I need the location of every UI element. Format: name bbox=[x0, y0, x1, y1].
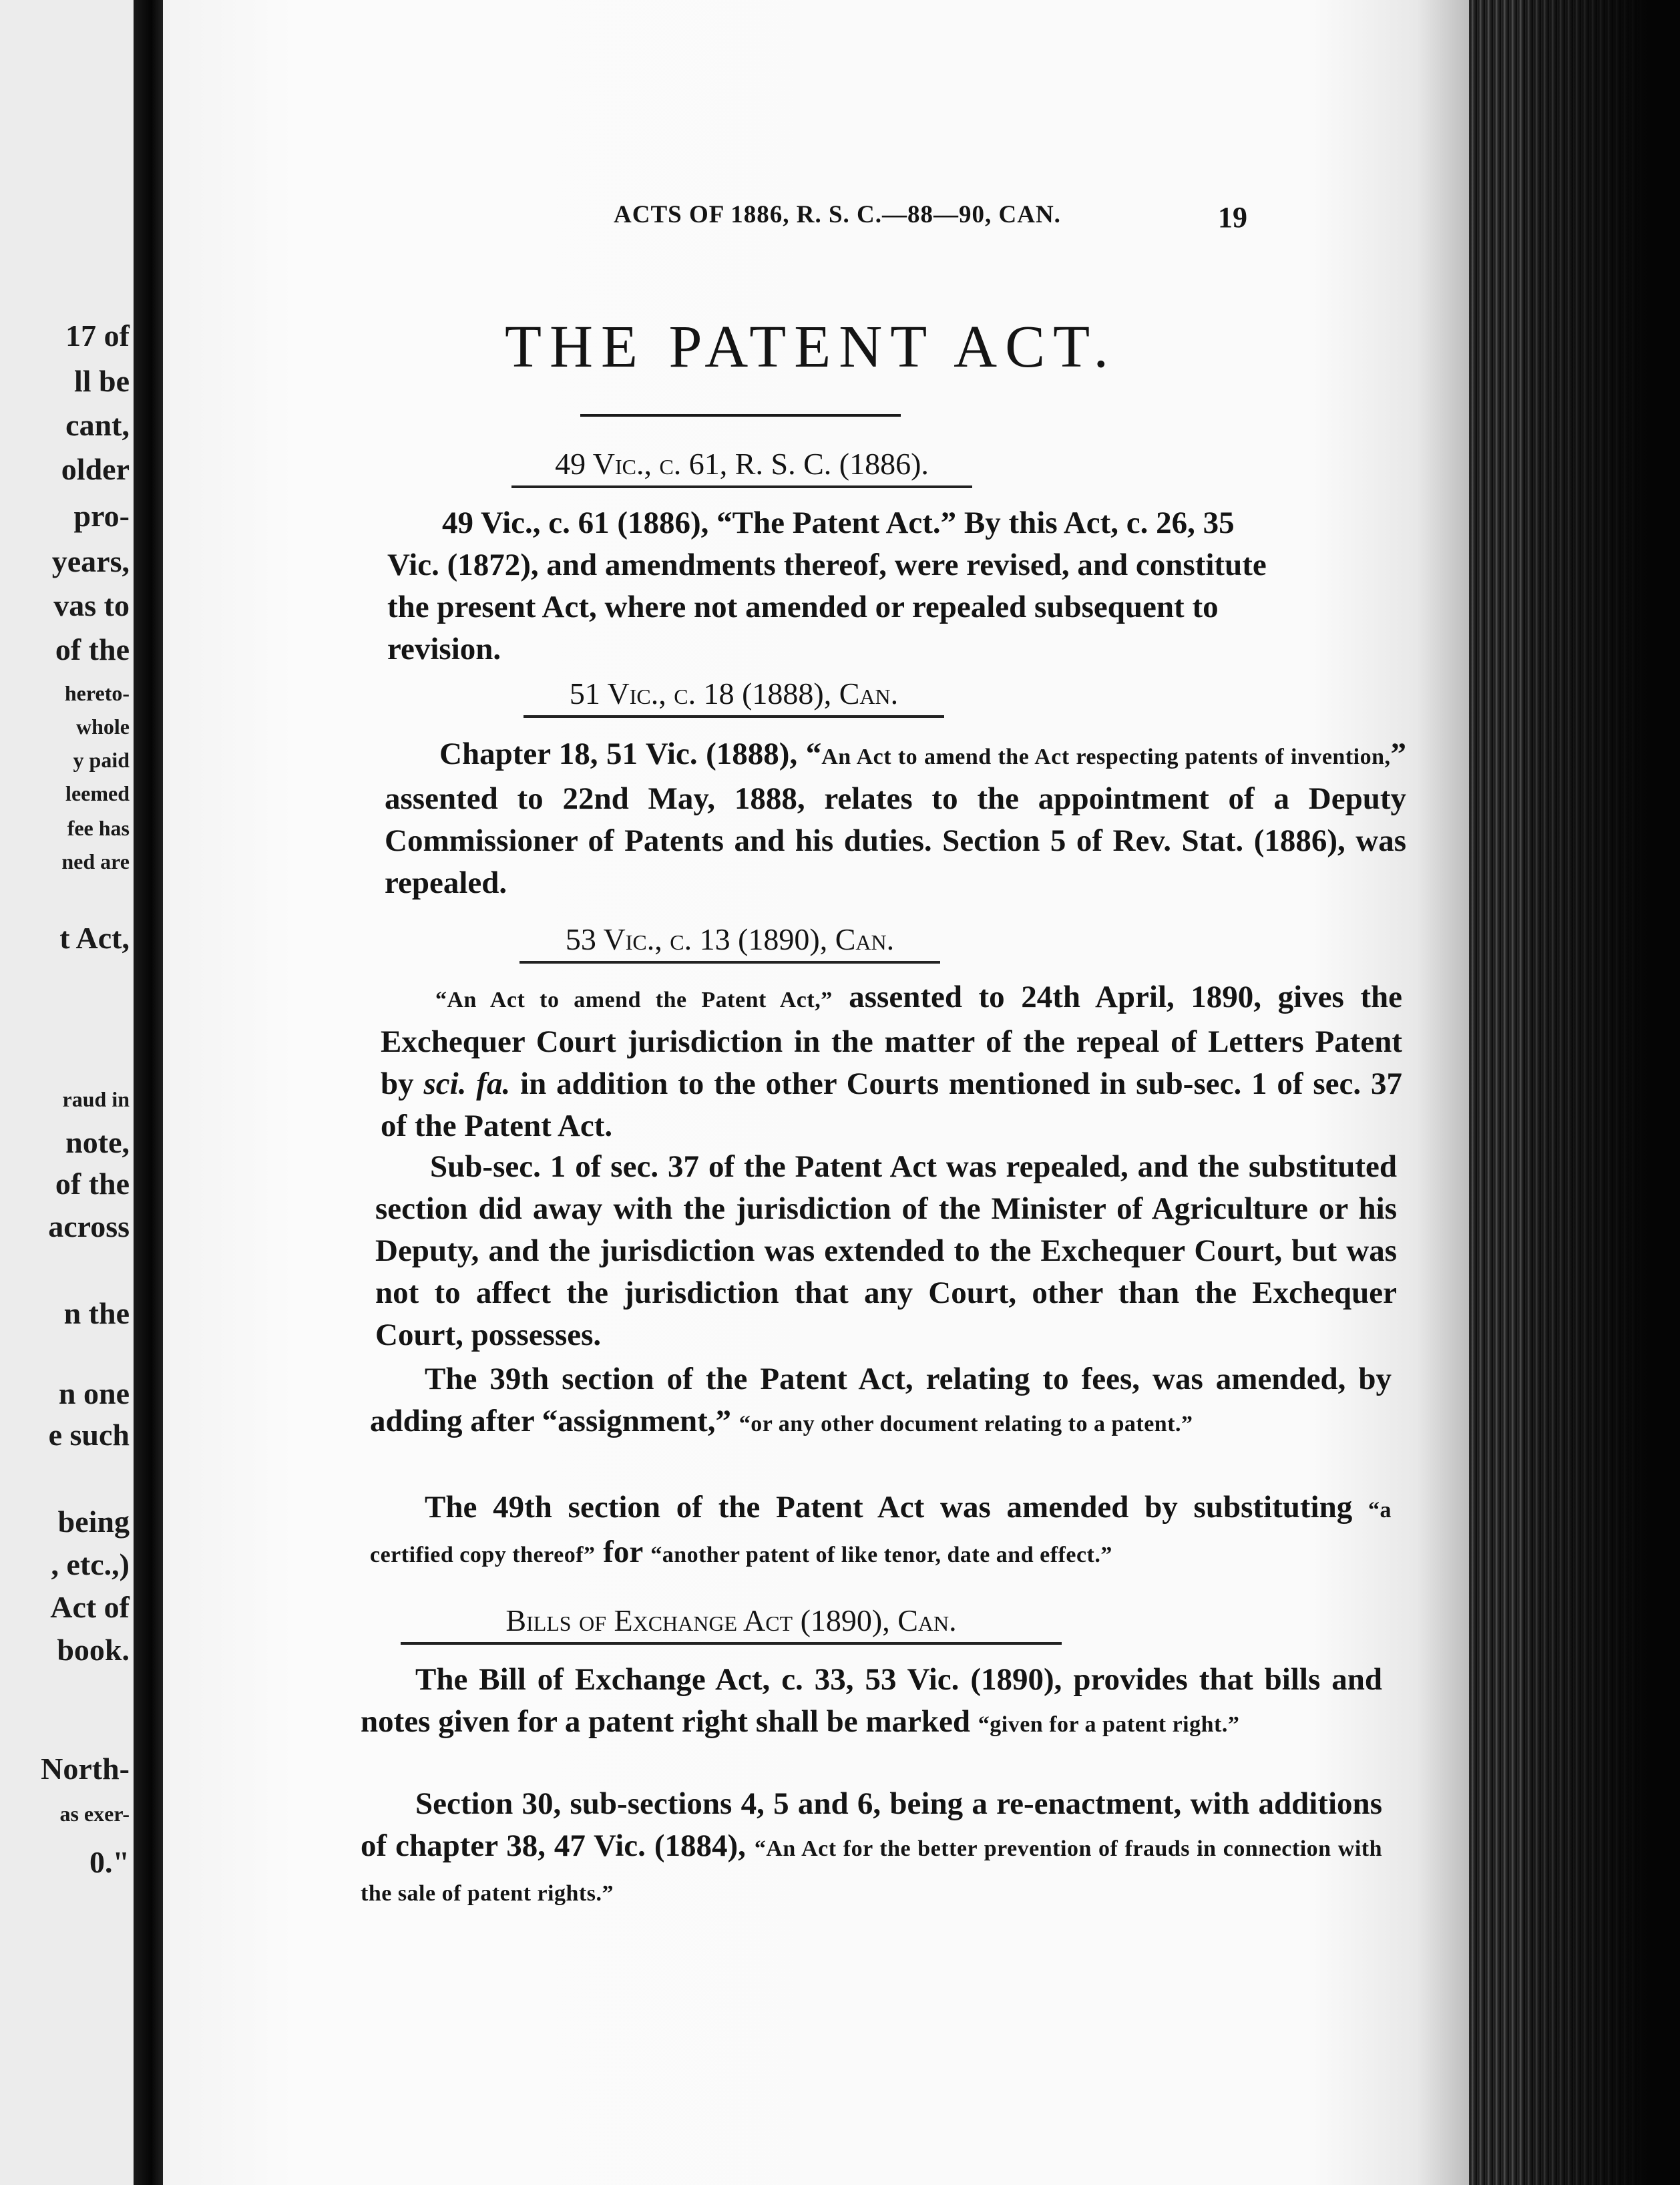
facing-page-line: across bbox=[48, 1209, 130, 1243]
quoted-act-title: “An Act to amend the Patent Act,” bbox=[435, 988, 833, 1012]
facing-page-line: whole bbox=[76, 715, 130, 739]
section-body-bills-p2 bbox=[361, 1783, 1382, 1915]
page-title: THE PATENT ACT. bbox=[505, 314, 1116, 380]
body-text: The 49th section of the Patent Act was amended by substituting bbox=[425, 1490, 1368, 1525]
body-text: Section 30, sub-sections 4, 5 and 6, being a re-enactment, with additions of chapter 38, 47 Vic. (1884), bbox=[361, 1786, 1382, 1863]
facing-page-line: vas to bbox=[53, 588, 130, 622]
title-rule bbox=[580, 414, 901, 417]
facing-page-line: as exer- bbox=[59, 1802, 130, 1826]
page-number: 19 bbox=[1218, 201, 1247, 234]
facing-page-line: Act of bbox=[50, 1590, 130, 1624]
facing-page-line: ll be bbox=[73, 364, 130, 398]
section-heading-53-vic: 53 Vic., c. 13 (1890), Can. bbox=[519, 922, 940, 964]
section-body-53-vic-p3 bbox=[370, 1358, 1392, 1445]
section-body-bills-p1 bbox=[361, 1659, 1382, 1746]
quoted-marking: “given for a patent right.” bbox=[978, 1712, 1240, 1737]
facing-page-line: cant, bbox=[65, 408, 130, 442]
body-text: The 39th section of the Patent Act, relating to fees, was amended, by adding after “assignment,” bbox=[370, 1362, 1392, 1438]
quoted-act-title: “An Act for the better prevention of frauds in connection with the sale of patent rights.” bbox=[361, 1836, 1382, 1906]
section-body-53-vic-p2 bbox=[375, 1146, 1397, 1356]
section-heading-bills-of-exchange: Bills of Exchange Act (1890), Can. bbox=[401, 1603, 1062, 1645]
facing-page-line: of the bbox=[55, 632, 130, 666]
section-body-51-vic bbox=[385, 733, 1406, 904]
section-heading-51-vic: 51 Vic., c. 18 (1888), Can. bbox=[523, 676, 944, 718]
facing-page-line: note, bbox=[65, 1125, 130, 1159]
facing-page-line: hereto- bbox=[64, 681, 130, 705]
running-head: ACTS OF 1886, R. S. C.—88—90, CAN. bbox=[614, 201, 1061, 228]
body-text: ” assented to 22nd May, 1888, relates to the appointment of a Deputy Commissioner of Patents and his duties. Section 5 of Rev. Stat. (1886), was repealed. bbox=[385, 737, 1406, 900]
book-gutter bbox=[134, 0, 163, 2185]
facing-page-line: older bbox=[61, 452, 130, 486]
facing-page-line: of the bbox=[55, 1167, 130, 1201]
facing-page-line: pro- bbox=[73, 499, 130, 533]
section-body-53-vic-p4 bbox=[370, 1486, 1392, 1576]
body-text: assented to 24th April, 1890, gives the Exchequer Court jurisdiction in the matter of the repeal of Letters Patent by bbox=[381, 980, 1403, 1101]
facing-page-line: n the bbox=[63, 1296, 130, 1330]
body-text: Sub-sec. 1 of sec. 37 of the Patent Act was repealed, and the substituted section did away with the jurisdiction of the Minister of Agriculture or his Deputy, and the jurisdiction was extended to the Exchequer Court, but was not to affect the jurisdiction that any Court, other than the Exchequer Court, possesses. bbox=[375, 1149, 1397, 1352]
facing-page-line: , etc.,) bbox=[51, 1547, 130, 1581]
facing-page-line: y paid bbox=[73, 748, 130, 772]
body-text: The Bill of Exchange Act, c. 33, 53 Vic. (1890), provides that bills and notes given for a patent right shall be marked bbox=[361, 1662, 1382, 1739]
quoted-amendment: “a certified copy thereof” bbox=[370, 1498, 1392, 1567]
facing-page-line: book. bbox=[57, 1633, 130, 1667]
facing-page-line: ned are bbox=[61, 849, 130, 873]
body-line: Vic. (1872), and amendments thereof, were revised, and constitute bbox=[387, 548, 1267, 582]
quoted-act-title: An Act to amend the Act respecting patents of invention, bbox=[821, 745, 1391, 769]
facing-page-line: raud in bbox=[62, 1087, 130, 1111]
facing-page-line: 0." bbox=[89, 1845, 130, 1879]
latin-term: sci. fa. bbox=[423, 1066, 511, 1101]
body-line: revision. bbox=[387, 632, 501, 666]
facing-page-line: being bbox=[57, 1505, 130, 1539]
quoted-amendment: “or any other document relating to a patent.” bbox=[739, 1412, 1193, 1436]
facing-page-line: years, bbox=[51, 544, 130, 578]
quoted-amendment: “another patent of like tenor, date and effect.” bbox=[650, 1543, 1112, 1567]
page-edges bbox=[1469, 0, 1680, 2185]
book-page bbox=[163, 0, 1469, 2185]
section-body-53-vic-p1 bbox=[381, 976, 1402, 1147]
body-text: Chapter 18, 51 Vic. (1888), “ bbox=[439, 737, 822, 771]
facing-page-line: e such bbox=[48, 1418, 130, 1452]
facing-page-line: n one bbox=[58, 1376, 130, 1410]
section-heading-49-vic: 49 Vic., c. 61, R. S. C. (1886). bbox=[511, 446, 972, 488]
facing-page-line: leemed bbox=[65, 781, 130, 805]
body-text: in addition to the other Courts mentioned in sub-sec. 1 of sec. 37 of the Patent Act. bbox=[381, 1066, 1402, 1143]
facing-page-line: 17 of bbox=[65, 319, 130, 353]
body-line: the present Act, where not amended or repealed subsequent to bbox=[387, 590, 1219, 624]
body-line: 49 Vic., c. 61 (1886), “The Patent Act.” By this Act, c. 26, 35 bbox=[442, 506, 1235, 540]
facing-page-fragment bbox=[0, 0, 134, 2185]
section-body-49-vic bbox=[387, 502, 1409, 670]
body-text: for bbox=[595, 1535, 651, 1569]
facing-page-line: t Act, bbox=[59, 921, 130, 955]
facing-page-line: North- bbox=[41, 1752, 130, 1786]
facing-page-line: fee has bbox=[67, 816, 130, 840]
